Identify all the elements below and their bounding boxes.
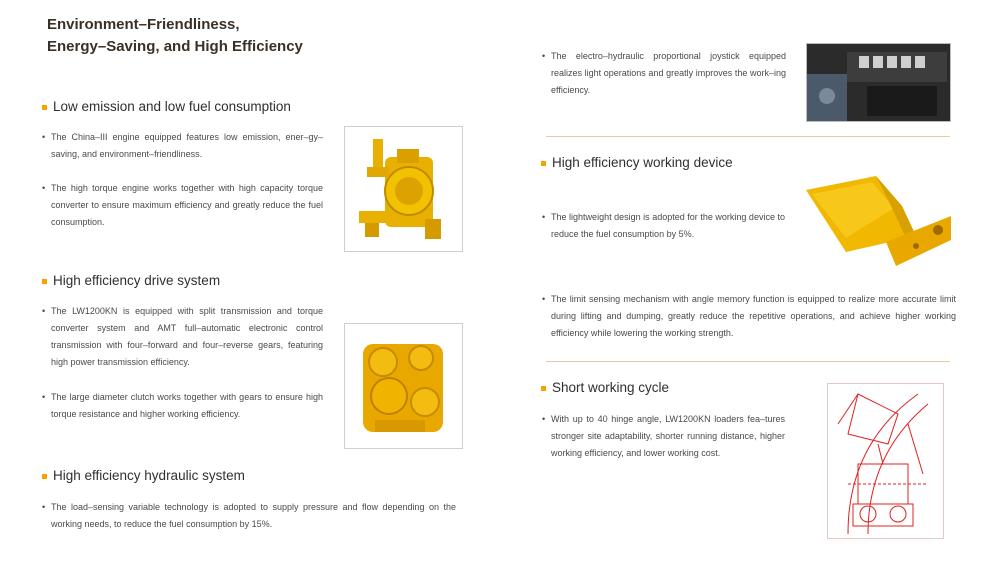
section-divider [546, 136, 950, 137]
bullet-item [542, 48, 786, 99]
bullet-text: The limit sensing mechanism with angle memory function is equipped to realize more accurate limit during lifting and dumping, greatly reduce the repetitive operations, and achieve higher working efficiency while lowering the working strength. [551, 294, 956, 338]
section-heading-working-device [541, 154, 733, 172]
cab-image [806, 43, 951, 122]
bullet-square-icon [541, 386, 546, 391]
bullet-item [42, 129, 323, 163]
bullet-text: The China–III engine equipped features low emission, ener–gy–saving, and environment–friendliness. [51, 132, 323, 159]
page-title-line1: Environment–Friendliness, [47, 16, 240, 33]
bullet-item [542, 209, 785, 243]
section-heading-hydraulic [42, 467, 245, 485]
heading-text: High efficiency working device [552, 155, 733, 170]
control-panel-icon [807, 44, 951, 122]
page-title [47, 14, 303, 58]
bullet-dot-icon: • [42, 132, 46, 142]
bullet-dot-icon: • [42, 306, 46, 316]
bullet-dot-icon: • [42, 392, 46, 402]
bullet-square-icon [541, 161, 546, 166]
heading-text: Short working cycle [552, 380, 670, 395]
articulation-drawing-image [827, 383, 944, 539]
bullet-text: The electro–hydraulic proportional joystick equipped realizes light operations and greatly improves the work–ing efficiency. [551, 51, 786, 95]
bullet-item [42, 303, 323, 371]
bullet-dot-icon: • [42, 502, 46, 512]
bullet-dot-icon: • [542, 212, 546, 222]
section-divider [546, 361, 950, 362]
engine-icon [345, 127, 463, 252]
bullet-text: The large diameter clutch works together with gears to ensure high torque resistance and higher working efficiency. [51, 392, 323, 419]
bullet-item [42, 180, 323, 231]
section-heading-cycle [541, 379, 669, 397]
page-title-line2: Energy–Saving, and High Efficiency [47, 38, 303, 55]
bullet-item [542, 411, 785, 462]
transmission-image [344, 323, 463, 449]
bullet-square-icon [42, 279, 47, 284]
bullet-text: The high torque engine works together with high capacity torque converter to ensure maximum efficiency and greatly reduce the fuel consumption. [51, 183, 323, 227]
bullet-dot-icon: • [42, 183, 46, 193]
transmission-icon [345, 324, 463, 449]
bullet-text: The lightweight design is adopted for the working device to reduce the fuel consumption by 5%. [551, 212, 785, 239]
bullet-dot-icon: • [542, 294, 546, 304]
heading-text: Low emission and low fuel consumption [53, 99, 291, 114]
bullet-item [542, 291, 956, 342]
bucket-icon [806, 176, 951, 278]
section-heading-drive [42, 272, 220, 290]
bullet-dot-icon: • [542, 51, 546, 61]
bullet-square-icon [42, 474, 47, 479]
loader-drawing-icon [828, 384, 944, 539]
bucket-image [806, 176, 951, 278]
bullet-dot-icon: • [542, 414, 546, 424]
heading-text: High efficiency hydraulic system [53, 468, 245, 483]
heading-text: High efficiency drive system [53, 273, 221, 288]
bullet-text: The LW1200KN is equipped with split transmission and torque converter system and AMT full–automatic electronic control transmission with four–forward and four–reverse gears, featuring high power transmission efficiency. [51, 306, 323, 367]
bullet-item [42, 389, 323, 423]
bullet-item [42, 499, 456, 533]
bullet-square-icon [42, 105, 47, 110]
engine-image [344, 126, 463, 252]
bullet-text: The load–sensing variable technology is adopted to supply pressure and flow depending on the working needs, to reduce the fuel consumption by 15%. [51, 502, 456, 529]
bullet-text: With up to 40 hinge angle, LW1200KN loaders fea–tures stronger site adaptability, shorter running distance, higher working efficiency, and lower working cost. [551, 414, 785, 458]
section-heading-emission [42, 98, 291, 116]
